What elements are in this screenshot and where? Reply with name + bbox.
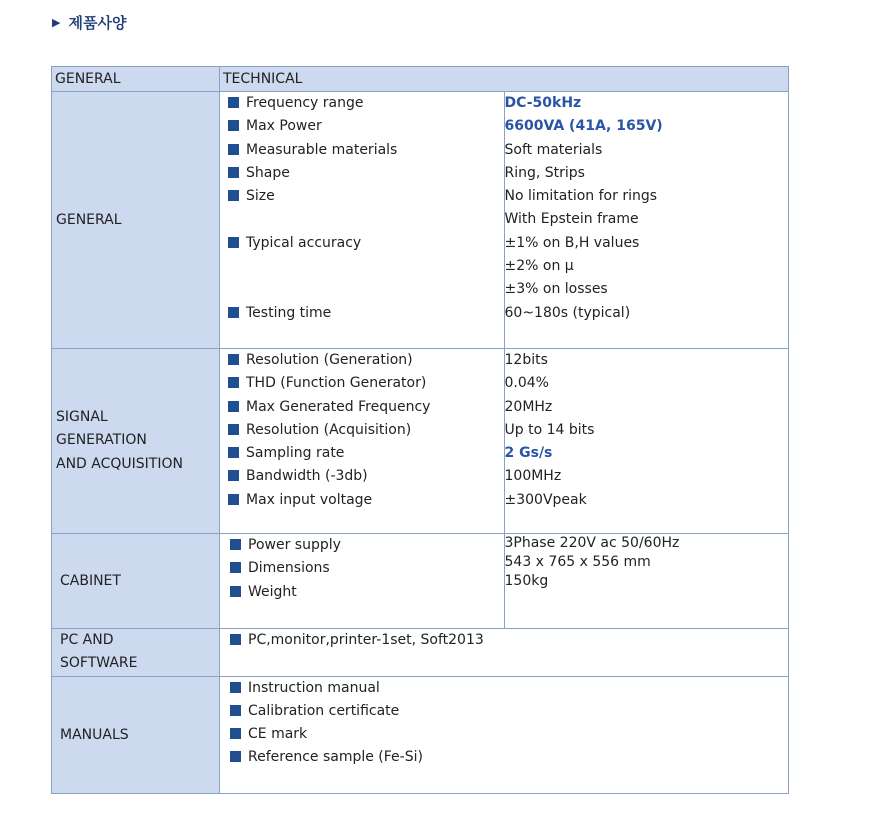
value-item: 100MHz (504, 468, 562, 485)
list-item: Bandwidth (-3db) (220, 465, 504, 488)
section-heading-text: 제품사양 (68, 14, 127, 32)
list-item: Sampling rate (220, 442, 504, 465)
square-bullet-icon (230, 751, 241, 762)
list-item: Resolution (Acquisition) (220, 419, 504, 442)
list-item: Max input voltage (220, 489, 504, 512)
square-bullet-icon (230, 728, 241, 739)
value-item: 0.04% (504, 375, 549, 392)
list-item: Calibration certificate (220, 700, 788, 723)
value-item: No limitation for rings (504, 188, 658, 205)
square-bullet-icon (230, 562, 241, 573)
value-item: DC-50kHz (504, 95, 582, 111)
value-item: 6600VA (41A, 165V) (504, 118, 663, 135)
list-item: THD (Function Generator) (220, 372, 504, 395)
square-bullet-icon (228, 97, 239, 108)
cabinet-items (220, 534, 505, 629)
value-item: ±3% on losses (504, 281, 608, 298)
square-bullet-icon (228, 401, 239, 412)
general-values (504, 92, 789, 349)
square-bullet-icon (228, 424, 239, 435)
list-item: Reference sample (Fe-Si) (220, 746, 788, 769)
square-bullet-icon (230, 634, 241, 645)
signal-label: SIGNAL GENERATION AND ACQUISITION (52, 349, 220, 534)
manuals-label: MANUALS (52, 676, 220, 793)
general-items (220, 92, 505, 349)
square-bullet-icon (228, 470, 239, 481)
header-general: GENERAL (52, 67, 220, 92)
value-item: Up to 14 bits (504, 421, 595, 438)
manuals-row (52, 676, 789, 793)
list-item: Shape (220, 162, 504, 185)
cabinet-values (504, 534, 789, 629)
square-bullet-icon (228, 377, 239, 388)
triangle-bullet-icon: ▶ (52, 16, 61, 29)
list-item: Resolution (Generation) (220, 349, 504, 372)
value-item: 150kg (504, 573, 549, 589)
list-item: Measurable materials (220, 139, 504, 162)
value-item: 543 x 765 x 556 mm (504, 554, 651, 570)
header-technical: TECHNICAL (220, 67, 789, 92)
section-heading (52, 12, 126, 33)
list-item: Weight (220, 581, 504, 604)
manuals-items (220, 676, 789, 793)
pc-items (220, 629, 789, 677)
square-bullet-icon (230, 586, 241, 597)
square-bullet-icon (228, 167, 239, 178)
value-item: With Epstein frame (504, 211, 639, 228)
signal-values (504, 349, 789, 534)
value-item: 60~180s (typical) (504, 304, 631, 321)
signal-items (220, 349, 505, 534)
list-item: Dimensions (220, 557, 504, 580)
square-bullet-icon (230, 682, 241, 693)
square-bullet-icon (228, 307, 239, 318)
square-bullet-icon (228, 237, 239, 248)
pc-row (52, 629, 789, 677)
list-item: Max Generated Frequency (220, 396, 504, 419)
square-bullet-icon (228, 190, 239, 201)
pc-label: PC AND SOFTWARE (52, 629, 220, 677)
spec-table (51, 66, 789, 794)
list-item: Frequency range (220, 92, 504, 115)
list-item: CE mark (220, 723, 788, 746)
value-item: 3Phase 220V ac 50/60Hz (504, 535, 680, 551)
list-item: Max Power (220, 115, 504, 138)
general-row (52, 92, 789, 349)
list-item: PC,monitor,printer-1set, Soft2013 (220, 629, 788, 652)
value-item: 2 Gs/s (504, 445, 553, 462)
value-item: Soft materials (504, 141, 603, 158)
square-bullet-icon (228, 447, 239, 458)
cabinet-label: CABINET (52, 534, 220, 629)
list-item: Testing time (220, 302, 504, 325)
value-item: 20MHz (504, 398, 553, 415)
list-item: Typical accuracy (220, 232, 504, 255)
square-bullet-icon (230, 539, 241, 550)
square-bullet-icon (228, 120, 239, 131)
square-bullet-icon (228, 494, 239, 505)
table-header-row (52, 67, 789, 92)
signal-row (52, 349, 789, 534)
value-item: ±1% on B,H values (504, 234, 640, 251)
list-item: Instruction manual (220, 677, 788, 700)
cabinet-row (52, 534, 789, 629)
value-item: Ring, Strips (504, 164, 585, 181)
square-bullet-icon (228, 354, 239, 365)
general-label: GENERAL (52, 92, 220, 349)
value-item: ±2% on μ (504, 258, 574, 275)
list-item: Power supply (220, 534, 504, 557)
square-bullet-icon (228, 144, 239, 155)
list-item: Size (220, 185, 504, 208)
value-item: 12bits (504, 352, 548, 368)
value-item: ±300Vpeak (504, 491, 587, 508)
square-bullet-icon (230, 705, 241, 716)
